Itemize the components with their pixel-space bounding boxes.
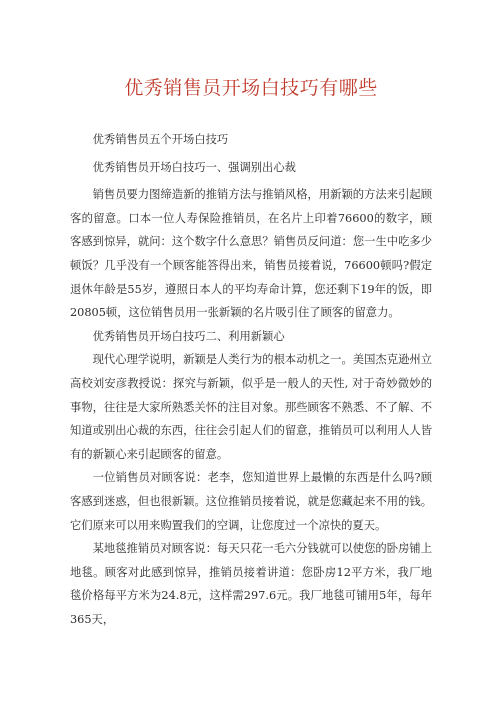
paragraph-section-2-body: 现代心理学说明，新颖是人类行为的根本动机之一。美国杰克逊州立高校刘安彦教授说：探究与新颖，似乎是一般人的天性, 对于奇妙微妙的事物，往往是大家所熟悉关怀的注目对象。那些顾客不熟悉、不了解、不知道或别出心裁的东西，往往会引起人们的留意，推销员可以利用人人皆有的新颖心来引起顾客的留意。 <box>70 353 432 461</box>
paragraph-intro: 优秀销售员五个开场白技巧 <box>92 133 229 146</box>
document-title: 优秀销售员开场白技巧有哪些 <box>124 77 378 99</box>
section-heading-1: 优秀销售员开场白技巧一、强调别出心裁 <box>92 160 296 174</box>
paragraph-example-1: 一位销售员对顾客说：老李，您知道世界上最懒的东西是什么吗?顾客感到迷惑，但也很新颖。这位推销员接着说，就是您藏起来不用的钱。它们原来可以用来购置我们的空调，让您度过一个凉快的夏天。 <box>70 471 432 532</box>
paragraph-section-1-body: 销售员要力图缔造新的推销方法与推销风格，用新颖的方法来引起顾客的留意。口本一位人寿保险推销员，在名片上印着76600的数字，顾客感到惊异，就问：这个数字什么意思？销售员反问道：您一生中吃多少顿饭？几乎没有一个顾客能答得出来，销售员接着说，76600顿吗?假定退休年龄是55岁，遵照日本人的平均寿命计算，您还剩下19年的饭，即20805顿，这位销售员用一张新颖的名片吸引住了顾客的留意力。 <box>70 188 432 320</box>
section-heading-2: 优秀销售员开场白技巧二、利用新颖心 <box>92 329 285 343</box>
paragraph-example-2: 某地毯推销员对顾客说：每天只花一毛六分钱就可以使您的卧房铺上地毯。顾客对此感到惊异，推销员接着讲道：您卧房12平方米，我厂地毯价格每平方米为24.8元，这样需297.6元。我厂地毯可铺用5年，每年365天， <box>70 542 432 626</box>
